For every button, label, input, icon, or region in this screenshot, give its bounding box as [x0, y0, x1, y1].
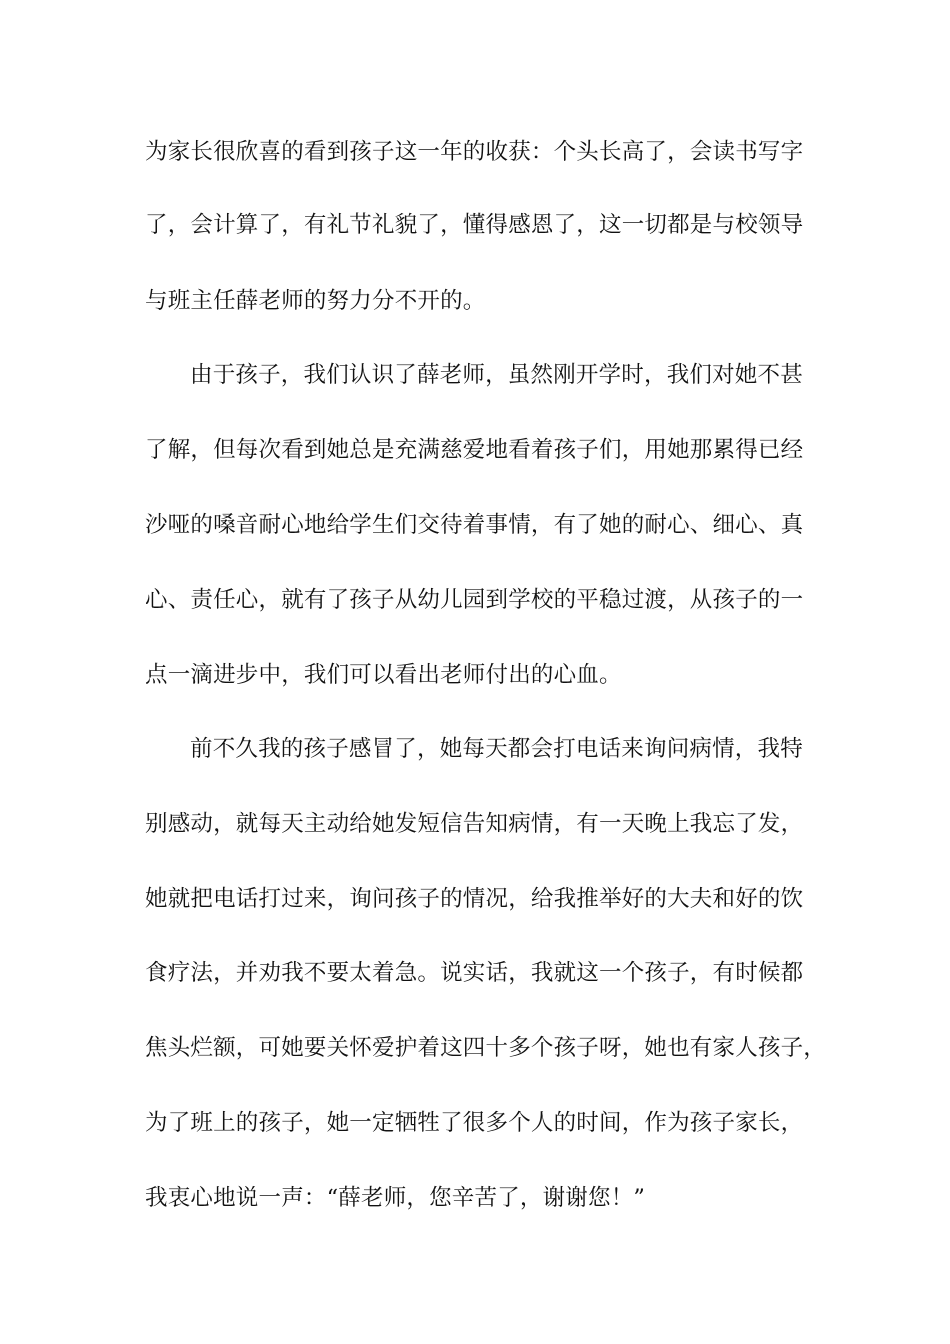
text-line: 别感动，就每天主动给她发短信告知病情，有一天晚上我忘了发， [145, 811, 804, 837]
text-line: 心、责任心，就有了孩子从幼儿园到学校的平稳过渡，从孩子的一 [145, 587, 804, 613]
text-line: 与班主任薛老师的努力分不开的。 [145, 288, 486, 314]
text-line: 焦头烂额，可她要关怀爱护着这四十多个孩子呀，她也有家人孩子， [145, 1035, 827, 1061]
text-line: 了，会计算了，有礼节礼貌了，懂得感恩了，这一切都是与校领导 [145, 212, 804, 238]
text-line: 为了班上的孩子，她一定牺牲了很多个人的时间，作为孩子家长， [145, 1110, 804, 1136]
text-line: 食疗法，并劝我不要太着急。说实话，我就这一个孩子，有时候都 [145, 960, 804, 986]
text-line: 了解，但每次看到她总是充满慈爱地看着孩子们，用她那累得已经 [145, 437, 804, 463]
text-line: 点一滴进步中，我们可以看出老师付出的心血。 [145, 662, 622, 688]
paragraph-first-line: 由于孩子，我们认识了薛老师，虽然刚开学时，我们对她不甚 [190, 362, 803, 388]
text-line: 她就把电话打过来，询问孩子的情况，给我推举好的大夫和好的饮 [145, 886, 804, 912]
text-line: 我衷心地说一声：“薛老师，您辛苦了，谢谢您！” [145, 1185, 646, 1211]
paragraph-first-line: 前不久我的孩子感冒了，她每天都会打电话来询问病情，我特 [190, 736, 803, 762]
text-line: 为家长很欣喜的看到孩子这一年的收获：个头长高了，会读书写字 [145, 139, 804, 165]
text-line: 沙哑的嗓音耐心地给学生们交待着事情，有了她的耐心、细心、真 [145, 512, 804, 538]
